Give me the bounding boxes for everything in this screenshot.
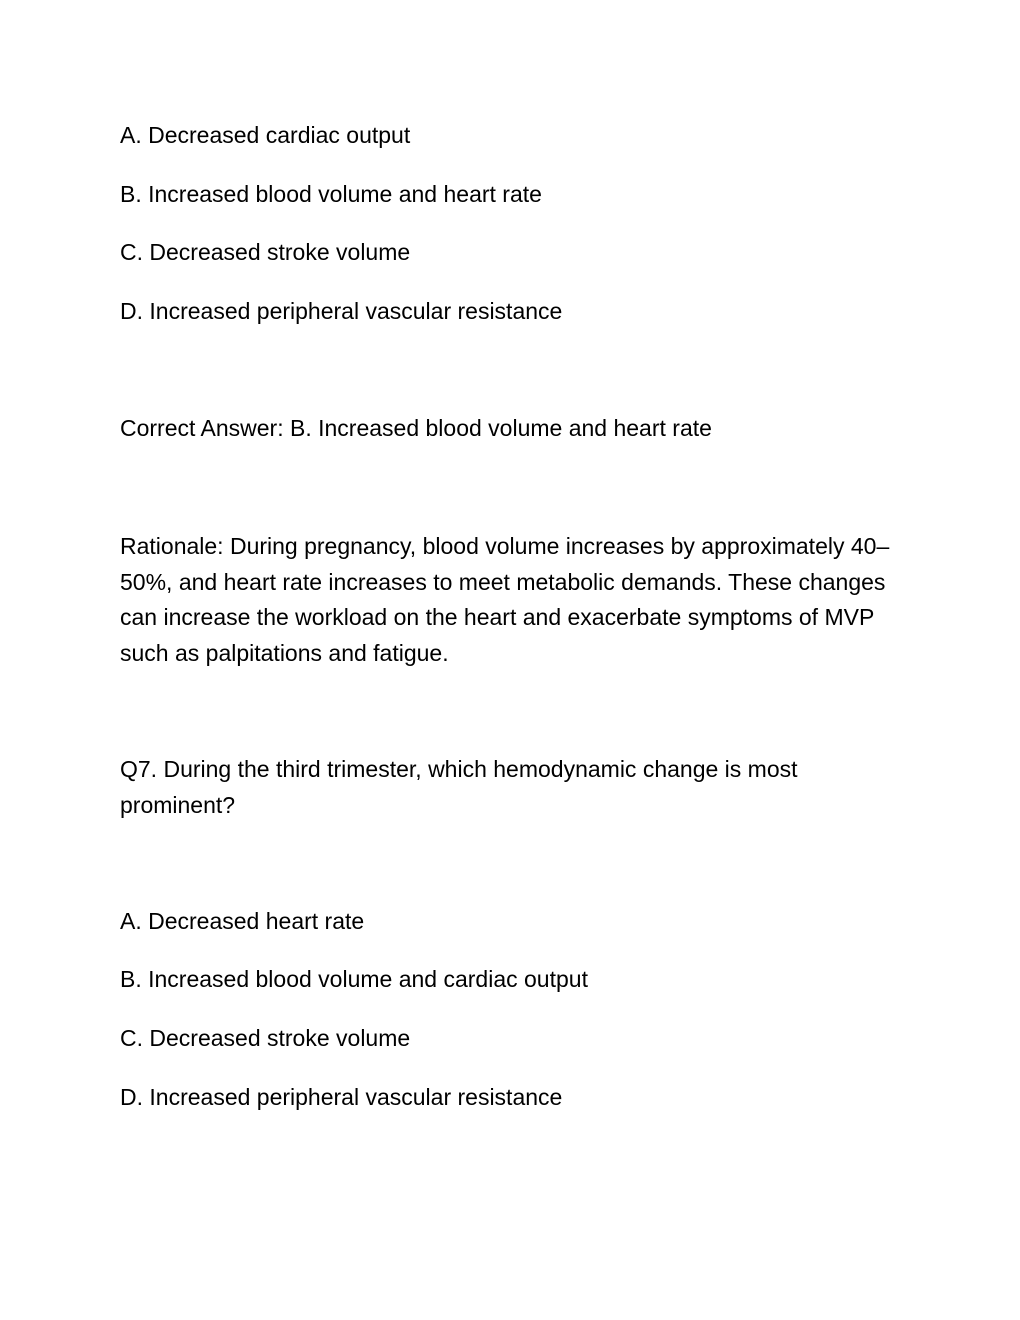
q6-correct-answer: Correct Answer: B. Increased blood volume and heart rate — [120, 415, 712, 441]
q7-question: Q7. During the third trimester, which hemodynamic change is most prominent? — [120, 756, 798, 818]
q7-option-d: D. Increased peripheral vascular resistance — [120, 1084, 563, 1110]
q6-option-d: D. Increased peripheral vascular resistance — [120, 298, 563, 324]
q6-rationale: Rationale: During pregnancy, blood volume increases by approximately 40–50%, and heart rate increases to meet metabolic demands. These changes can increase the workload on the heart and exacerbate symptoms of MVP such as palpitations and fatigue. — [120, 533, 890, 666]
q7-option-b: B. Increased blood volume and cardiac output — [120, 966, 588, 992]
q7-option-a: A. Decreased heart rate — [120, 908, 365, 934]
q6-option-b: B. Increased blood volume and heart rate — [120, 181, 542, 207]
q6-option-a: A. Decreased cardiac output — [120, 122, 411, 148]
q6-option-c: C. Decreased stroke volume — [120, 239, 411, 265]
q7-option-c: C. Decreased stroke volume — [120, 1025, 411, 1051]
